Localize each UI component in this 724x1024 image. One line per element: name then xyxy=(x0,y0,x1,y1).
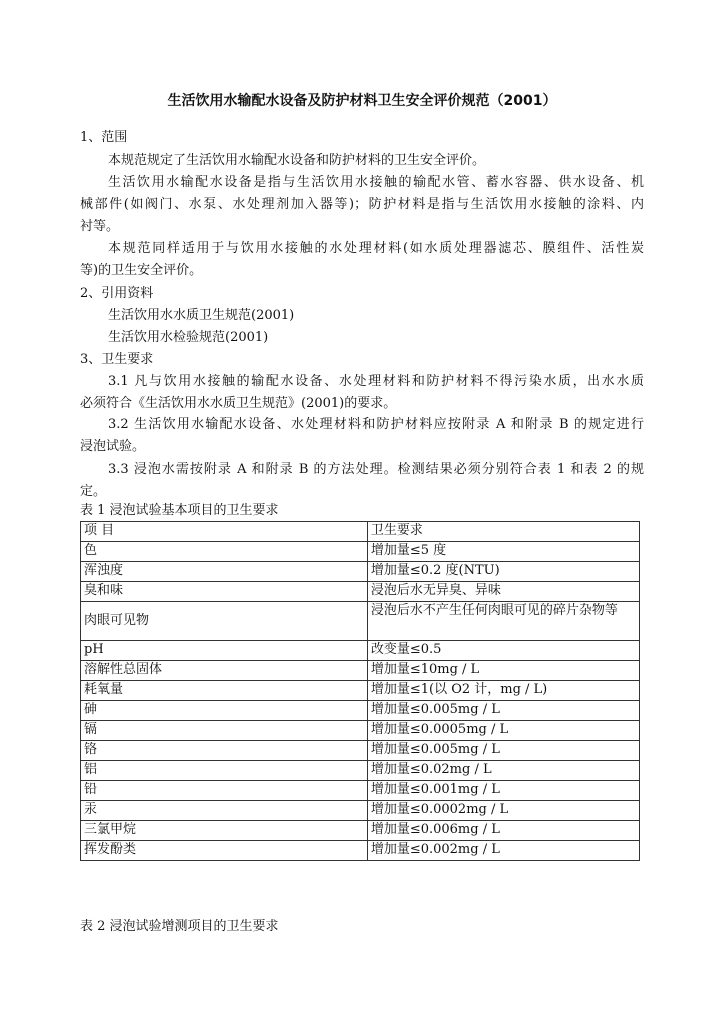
cell-requirement: 增加量≤0.02mg / L xyxy=(367,761,639,781)
cell-requirement: 增加量≤0.0002mg / L xyxy=(367,801,639,821)
table-header-row xyxy=(81,522,640,542)
table-row xyxy=(81,761,640,781)
cell-item: 耗氧量 xyxy=(81,681,368,701)
cell-requirement: 改变量≤0.5 xyxy=(367,641,639,661)
section-1-paragraph: 等)的卫生安全评价。 xyxy=(80,263,203,278)
table-row xyxy=(81,681,640,701)
clause-3-1: 3.1 凡与饮用水接触的输配水设备、水处理材料和防护材料不得污染水质，出水水质 xyxy=(108,374,644,389)
table-1-caption: 表 1 浸泡试验基本项目的卫生要求 xyxy=(80,503,279,518)
section-1-paragraph: 本规范同样适用于与饮用水接触的水处理材料(如水质处理器滤芯、膜组件、活性炭 xyxy=(108,241,644,256)
cell-requirement: 增加量≤1(以 O2 计，mg / L) xyxy=(367,681,639,701)
section-1-paragraph: 衬等。 xyxy=(80,219,120,234)
cell-requirement: 浸泡后水不产生任何肉眼可见的碎片杂物等 xyxy=(367,602,639,641)
table-2-caption: 表 2 浸泡试验增测项目的卫生要求 xyxy=(80,919,279,934)
cell-item: 镉 xyxy=(81,721,368,741)
clause-3-3: 3.3 浸泡水需按附录 A 和附录 B 的方法处理。检测结果必须分别符合表 1 和表 2 的规 xyxy=(108,462,644,477)
table-row xyxy=(81,821,640,841)
header-requirement: 卫生要求 xyxy=(367,522,639,542)
clause-3-1: 必须符合《生活饮用水水质卫生规范》(2001)的要求。 xyxy=(80,396,397,411)
cell-item: 溶解性总固体 xyxy=(81,661,368,681)
cell-requirement: 增加量≤0.2 度(NTU) xyxy=(367,562,639,582)
table-row xyxy=(81,841,640,861)
table-row xyxy=(81,562,640,582)
cell-item: 汞 xyxy=(81,801,368,821)
cell-item: 铅 xyxy=(81,781,368,801)
cell-item: 砷 xyxy=(81,701,368,721)
table-1 xyxy=(80,521,640,861)
cell-requirement: 增加量≤5 度 xyxy=(367,542,639,562)
header-item: 项 目 xyxy=(81,522,368,542)
cell-requirement: 增加量≤0.005mg / L xyxy=(367,701,639,721)
table-row xyxy=(81,801,640,821)
cell-item: pH xyxy=(81,641,368,661)
table-row xyxy=(81,582,640,602)
cell-item: 臭和味 xyxy=(81,582,368,602)
cell-item: 挥发酚类 xyxy=(81,841,368,861)
cell-requirement: 增加量≤10mg / L xyxy=(367,661,639,681)
clause-3-2: 浸泡试验。 xyxy=(80,439,146,454)
cell-requirement: 增加量≤0.002mg / L xyxy=(367,841,639,861)
clause-3-2: 3.2 生活饮用水输配水设备、水处理材料和防护材料应按附录 A 和附录 B 的规定进行 xyxy=(108,417,644,432)
section-2-heading: 2、引用资料 xyxy=(80,286,154,301)
table-row xyxy=(81,602,640,641)
clause-3-3: 定。 xyxy=(80,484,107,499)
table-row xyxy=(81,641,640,661)
cell-requirement: 增加量≤0.006mg / L xyxy=(367,821,639,841)
cell-item: 铝 xyxy=(81,761,368,781)
cell-item: 三氯甲烷 xyxy=(81,821,368,841)
cell-requirement: 增加量≤0.001mg / L xyxy=(367,781,639,801)
cell-item: 铬 xyxy=(81,741,368,761)
page-title: 生活饮用水输配水设备及防护材料卫生安全评价规范（2001） xyxy=(167,93,557,109)
table-row xyxy=(81,701,640,721)
cell-item: 浑浊度 xyxy=(81,562,368,582)
cell-requirement: 浸泡后水无异臭、异味 xyxy=(367,582,639,602)
table-row xyxy=(81,741,640,761)
section-1-heading: 1、范围 xyxy=(80,130,128,145)
table-row xyxy=(81,721,640,741)
section-1-paragraph: 生活饮用水输配水设备是指与生活饮用水接触的输配水管、蓄水容器、供水设备、机 xyxy=(108,175,644,190)
reference-item: 生活饮用水检验规范(2001) xyxy=(108,330,269,345)
table-row xyxy=(81,781,640,801)
section-1-paragraph: 本规范规定了生活饮用水输配水设备和防护材料的卫生安全评价。 xyxy=(108,153,486,168)
section-3-heading: 3、卫生要求 xyxy=(80,352,154,367)
cell-requirement: 增加量≤0.005mg / L xyxy=(367,741,639,761)
cell-item: 色 xyxy=(81,542,368,562)
cell-item: 肉眼可见物 xyxy=(81,602,368,641)
table-row xyxy=(81,542,640,562)
section-1-paragraph: 械部件(如阀门、水泵、水处理剂加入器等)；防护材料是指与生活饮用水接触的涂料、内 xyxy=(80,197,644,212)
cell-requirement: 增加量≤0.0005mg / L xyxy=(367,721,639,741)
table-row xyxy=(81,661,640,681)
reference-item: 生活饮用水水质卫生规范(2001) xyxy=(108,308,295,323)
